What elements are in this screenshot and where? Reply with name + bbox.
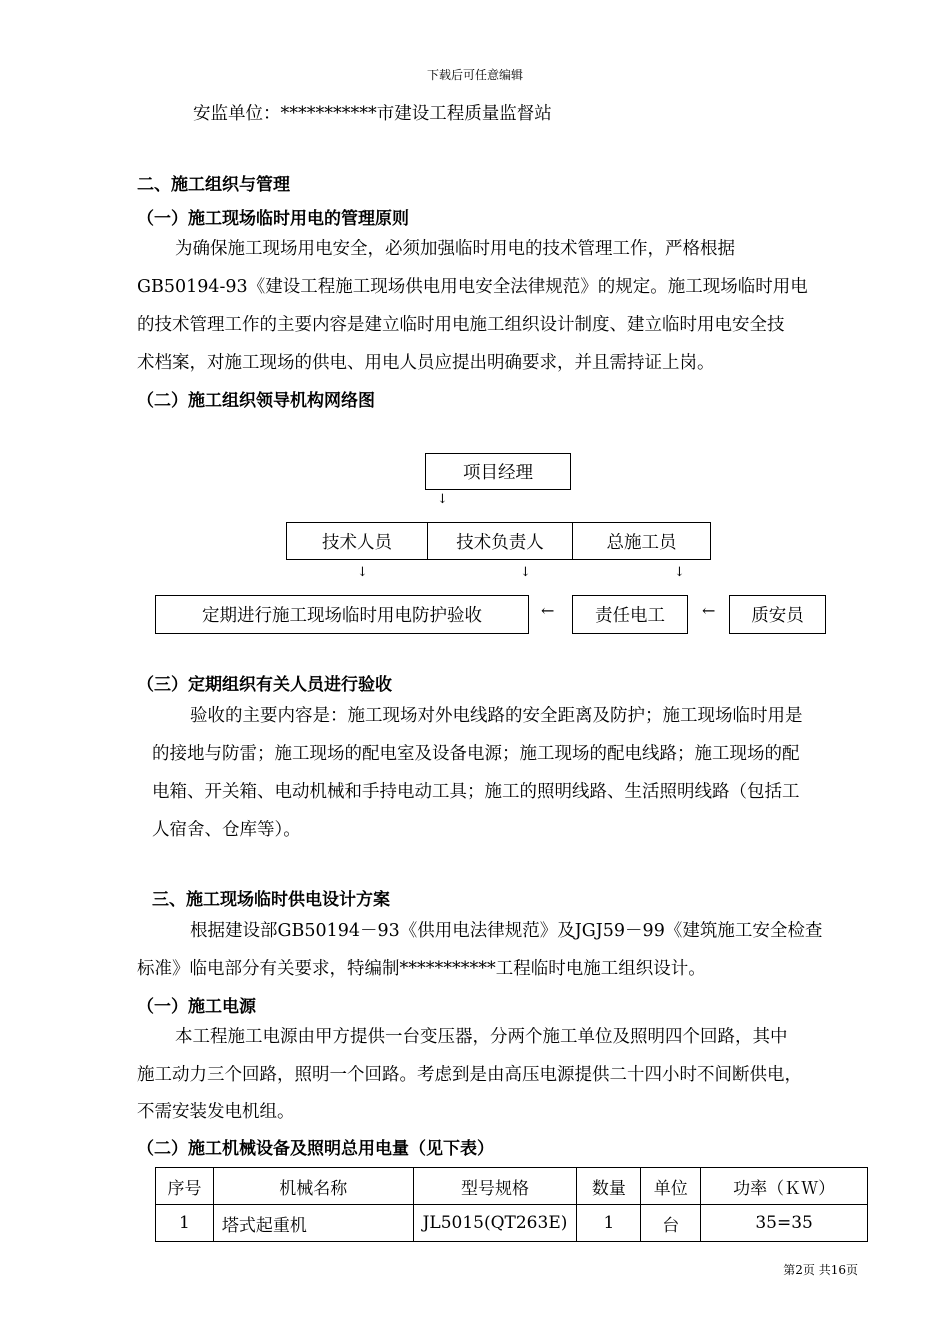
section3-sub1-line-1: 本工程施工电源由甲方提供一台变压器，分两个施工单位及照明四个回路，其中 — [175, 1027, 788, 1047]
section3-sub1-title: （一）施工电源 — [137, 997, 256, 1017]
org-box-electrician: 责任电工 — [572, 595, 688, 634]
table-cell: 1 — [156, 1205, 214, 1242]
table-header-cell: 功率（ＫＷ） — [701, 1168, 868, 1205]
table-cell: JL5015(QT263E) — [413, 1205, 577, 1242]
section3-sub1-line-3: 不需安装发电机组。 — [137, 1102, 295, 1122]
section3-sub1-line-2: 施工动力三个回路，照明一个回路。考虑到是由高压电源提供二十四小时不间断供电， — [137, 1065, 802, 1085]
section2-sub1-line-4: 术档案，对施工现场的供电、用电人员应提出明确要求，并且需持证上岗。 — [137, 353, 715, 373]
table-cell: 35=35 — [701, 1205, 868, 1242]
section2-sub3-line-2: 的接地与防雷；施工现场的配电室及设备电源；施工现场的配电线路；施工现场的配 — [152, 744, 800, 764]
table-row — [156, 1205, 868, 1242]
equipment-table — [155, 1167, 868, 1242]
arrow-down-icon: ↓ — [437, 492, 448, 507]
table-header-cell: 机械名称 — [213, 1168, 413, 1205]
section3-title: 三、施工现场临时供电设计方案 — [152, 890, 390, 910]
section2-sub3-line-3: 电箱、开关箱、电动机械和手持电动工具；施工的照明线路、生活照明线路（包括工 — [152, 782, 800, 802]
org-box-inspection: 定期进行施工现场临时用电防护验收 — [155, 595, 529, 634]
arrow-down-icon: ↓ — [674, 565, 685, 580]
table-cell: 1 — [577, 1205, 641, 1242]
arrow-down-icon: ↓ — [357, 565, 368, 580]
table-header-cell: 单位 — [641, 1168, 701, 1205]
section3-intro-line-1: 根据建设部GB50194－93《供用电法律规范》及JGJ59－99《建筑施工安全检查 — [190, 921, 823, 941]
page-footer: 第2页 共16页 — [783, 1263, 858, 1277]
org-box-safety-officer: 质安员 — [729, 595, 826, 634]
section2-sub1-line-1: 为确保施工现场用电安全，必须加强临时用电的技术管理工作，严格根据 — [175, 239, 735, 259]
table-header-cell: 序号 — [156, 1168, 214, 1205]
table-cell: 塔式起重机 — [213, 1205, 413, 1242]
arrow-down-icon: ↓ — [520, 565, 531, 580]
section2-sub3-title: （三）定期组织有关人员进行验收 — [137, 675, 392, 695]
table-cell: 台 — [641, 1205, 701, 1242]
org-box-tech-staff: 技术人员 — [286, 522, 428, 560]
section2-title: 二、施工组织与管理 — [137, 175, 290, 195]
page-header: 下载后可任意编辑 — [426, 68, 523, 82]
arrow-left-icon: ← — [702, 601, 716, 620]
table-header-cell: 数量 — [577, 1168, 641, 1205]
org-box-chief-engineer: 总施工员 — [572, 522, 711, 560]
section2-sub1-line-3: 的技术管理工作的主要内容是建立临时用电施工组织设计制度、建立临时用电安全技 — [137, 315, 785, 335]
section2-sub3-line-1: 验收的主要内容是：施工现场对外电线路的安全距离及防护；施工现场临时用是 — [190, 706, 803, 726]
arrow-left-icon: ← — [541, 601, 555, 620]
section2-sub1-title: （一）施工现场临时用电的管理原则 — [137, 209, 409, 229]
section2-sub3-line-4: 人宿舍、仓库等）。 — [152, 820, 301, 840]
table-header-row — [156, 1168, 868, 1205]
section2-sub1-line-2: GB50194-93《建设工程施工现场供电用电安全法律规范》的规定。施工现场临时用电 — [137, 277, 808, 297]
section2-sub2-title: （二）施工组织领导机构网络图 — [137, 391, 375, 411]
supervision-unit-line: 安监单位：***********市建设工程质量监督站 — [193, 104, 552, 124]
org-box-tech-lead: 技术负责人 — [427, 522, 573, 560]
section3-intro-line-2: 标准》临电部分有关要求，特编制***********工程临时电施工组织设计。 — [137, 959, 706, 979]
table-header-cell: 型号规格 — [413, 1168, 577, 1205]
section3-sub2-title: （二）施工机械设备及照明总用电量（见下表） — [137, 1139, 494, 1159]
org-box-manager: 项目经理 — [425, 453, 571, 490]
